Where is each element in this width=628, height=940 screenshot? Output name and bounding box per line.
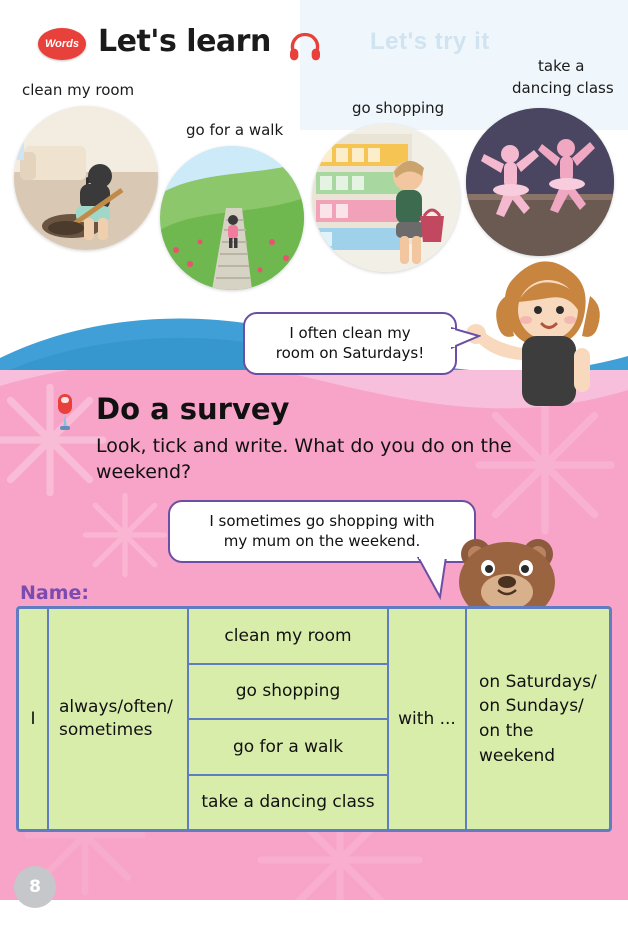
caption-dancing-line2: dancing class <box>512 79 614 97</box>
frequency-line2: sometimes <box>59 720 153 740</box>
caption-dancing-line1: take a <box>538 57 585 75</box>
photo-go-for-a-walk <box>160 146 304 290</box>
page-number: 8 <box>14 866 56 908</box>
ghost-title: Let's try it <box>370 28 490 55</box>
headphones-icon[interactable] <box>288 32 322 62</box>
speech-bubble-top-line1: I often clean my <box>289 324 411 342</box>
name-label: Name: <box>20 582 90 604</box>
table-cell-frequency[interactable] <box>49 609 189 829</box>
speech-bubble-bottom-line2: my mum on the weekend. <box>223 531 421 550</box>
when-line1: on Saturdays/ <box>479 671 597 692</box>
when-line2: on Sundays/ <box>479 696 584 717</box>
microphone-icon[interactable] <box>48 392 82 430</box>
speech-bubble-top <box>243 312 457 375</box>
speech-bubble-tail <box>451 326 481 352</box>
caption-clean-my-room: clean my room <box>22 81 135 99</box>
words-badge: Words <box>38 28 86 60</box>
caption-go-shopping: go shopping <box>352 99 445 117</box>
table-row[interactable]: clean my room <box>189 609 387 665</box>
page-footer-area <box>0 900 628 940</box>
table-row[interactable]: go for a walk <box>189 720 387 776</box>
table-cell-with[interactable]: with ... <box>389 609 467 829</box>
survey-title: Do a survey <box>96 392 290 426</box>
photo-go-shopping <box>312 124 460 272</box>
survey-table <box>16 606 612 832</box>
speech-bubble-top-line2: room on Saturdays! <box>275 343 425 362</box>
photo-clean-my-room <box>14 106 158 250</box>
frequency-line1: always/often/ <box>59 697 173 718</box>
girl-character-top <box>452 236 628 412</box>
table-row[interactable]: take a dancing class <box>201 792 375 813</box>
photo-take-a-dancing-class <box>466 108 614 256</box>
table-cell-subject: I <box>19 609 49 829</box>
when-line3: on the weekend <box>479 721 556 766</box>
table-row[interactable]: go shopping <box>189 665 387 721</box>
caption-go-for-a-walk: go for a walk <box>186 121 284 139</box>
speech-bubble-bottom-line1: I sometimes go shopping with <box>209 512 435 530</box>
snowflake-decoration <box>80 490 170 580</box>
table-activities-column <box>189 609 389 829</box>
speech-bubble-bottom <box>168 500 476 563</box>
survey-instruction: Look, tick and write. What do you do on the weekend? <box>96 435 512 483</box>
table-cell-when[interactable] <box>467 609 609 829</box>
page-title: Let's learn <box>98 24 271 59</box>
bear-character <box>432 532 582 616</box>
